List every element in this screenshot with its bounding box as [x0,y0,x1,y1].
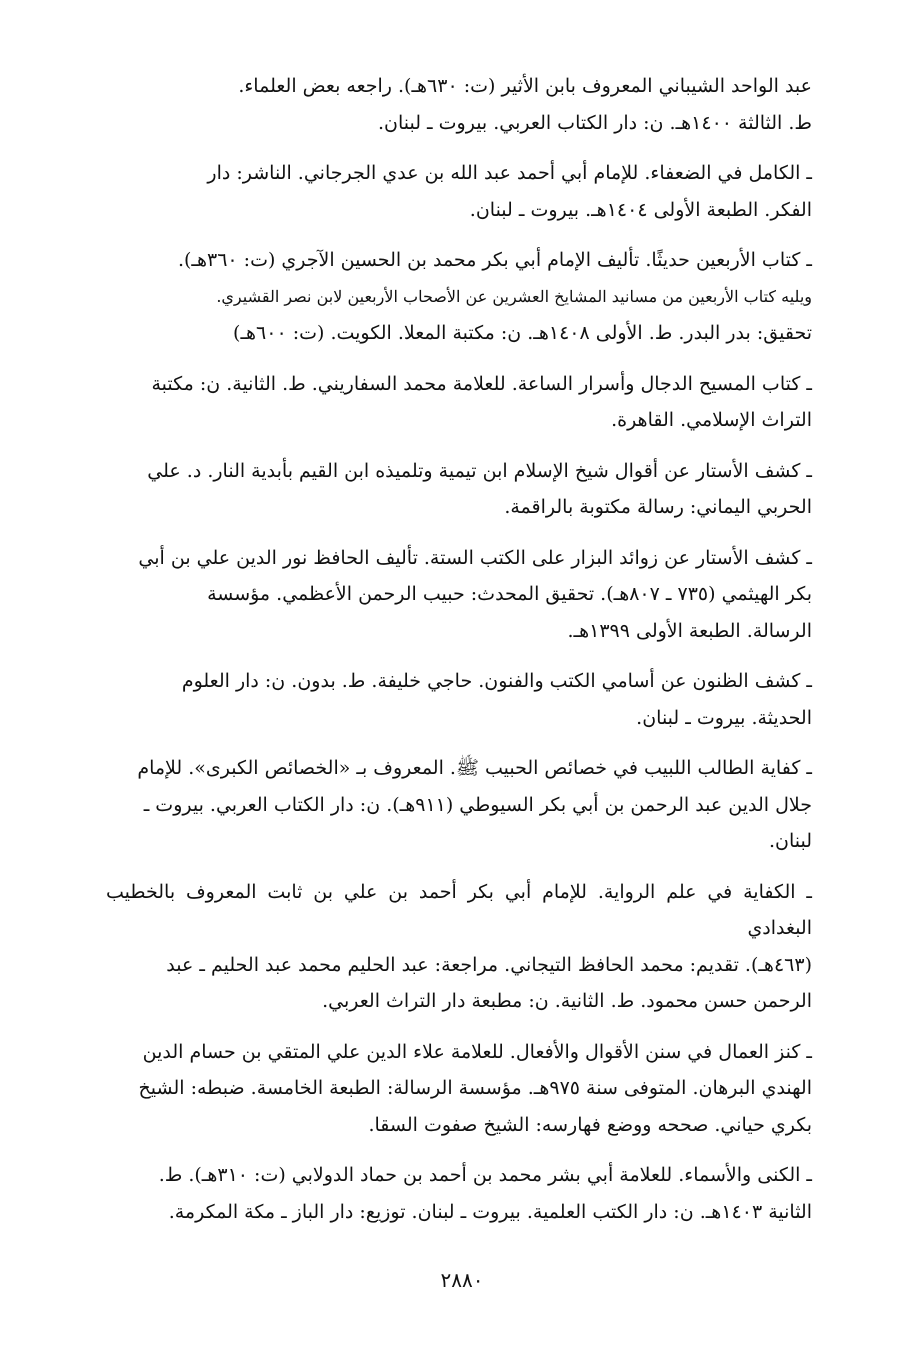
entry-line: ط. الثالثة ١٤٠٠هـ. ن: دار الكتاب العربي. بيروت ـ لبنان. [377,111,812,134]
entry-line: ـ كشف الأستار عن أقوال شيخ الإسلام ابن تيمية وتلميذه ابن القيم بأبدية النار. د. علي [147,459,812,482]
entry-line: الحربي اليماني: رسالة مكتوبة بالراقمة. [504,496,812,518]
entry-line: الحديثة. بيروت ـ لبنان. [636,706,812,729]
entry-line: ـ كنز العمال في سنن الأقوال والأفعال. للعلامة علاء الدين علي المتقي بن حسام الدين [142,1040,812,1063]
entry-line: تحقيق: بدر البدر. ط. الأولى ١٤٠٨هـ. ن: مكتبة المعلا. الكويت. (ت: ٦٠٠هـ) [233,322,812,344]
entry-line: ويليه كتاب الأربعين من مسانيد المشايخ العشرين عن الأصحاب الأربعين لابن نصر القشيري. [216,286,812,306]
entry-line: بكري حياني. صححه ووضع فهارسه: الشيخ صفوت السقا. [368,1113,812,1136]
entry-line: (٤٦٣هـ). تقديم: محمد الحافظ التيجاني. مراجعة: عبد الحليم محمد عبد الحليم ـ عبد [166,953,812,976]
entry-line: الرسالة. الطبعة الأولى ١٣٩٩هـ. [567,619,812,642]
entry-line: ـ كفاية الطالب اللبيب في خصائص الحبيب ﷺ. المعروف بـ «الخصائص الكبرى». للإمام [137,757,812,779]
bibliography-entry [106,663,812,736]
entry-line: لبنان. [768,830,812,852]
bibliography-entry [106,68,812,141]
entry-line: الهندي البرهان. المتوفى سنة ٩٧٥هـ. مؤسسة الرسالة: الطبعة الخامسة. ضبطه: الشيخ [138,1077,812,1099]
entry-line: بكر الهيثمي (٧٣٥ ـ ٨٠٧هـ). تحقيق المحدث: حبيب الرحمن الأعظمي. مؤسسة [207,583,812,605]
bibliography-entry [106,1034,812,1144]
entry-line: ـ الكامل في الضعفاء. للإمام أبي أحمد عبد الله بن عدي الجرجاني. الناشر: دار [207,162,812,184]
bibliography-entry [106,750,812,860]
bibliography-entry [106,453,812,526]
entry-line: ـ الكنى والأسماء. للعلامة أبي بشر محمد بن أحمد بن حماد الدولابي (ت: ٣١٠هـ). ط. [158,1164,812,1186]
entry-line: ـ كتاب الأربعين حديثًا. تأليف الإمام أبي بكر محمد بن الحسين الآجري (ت: ٣٦٠هـ). [177,249,812,271]
entry-line: الفكر. الطبعة الأولى ١٤٠٤هـ. بيروت ـ لبنان. [469,198,812,221]
entry-line: جلال الدين عبد الرحمن بن أبي بكر السيوطي (٩١١هـ). ن: دار الكتاب العربي. بيروت ـ [143,793,812,816]
bibliography-entry [106,155,812,228]
bibliography-entry [106,366,812,439]
entry-line: ـ كشف الظنون عن أسامي الكتب والفنون. حاجي خليفة. ط. بدون. ن: دار العلوم [181,670,812,692]
bibliography-entry [106,242,812,352]
bibliography-entry [106,874,812,1020]
bibliography-entry [106,540,812,650]
entry-line: الرحمن حسن محمود. ط. الثانية. ن: مطبعة دار التراث العربي. [322,990,812,1012]
entry-line: عبد الواحد الشيباني المعروف بابن الأثير (ت: ٦٣٠هـ). راجعه بعض العلماء. [238,75,812,97]
entry-line: الثانية ١٤٠٣هـ. ن: دار الكتب العلمية. بيروت ـ لبنان. توزيع: دار الباز ـ مكة المكرمة. [168,1200,812,1223]
entry-line: التراث الإسلامي. القاهرة. [611,409,812,431]
entry-line: ـ كشف الأستار عن زوائد البزار على الكتب الستة. تأليف الحافظ نور الدين علي بن أبي [138,546,812,569]
bibliography-entry [106,1157,812,1230]
entry-line: ـ الكفاية في علم الرواية. للإمام أبي بكر أحمد بن علي بن ثابت المعروف بالخطيب البغدادي [106,880,812,939]
entry-line: ـ كتاب المسيح الدجال وأسرار الساعة. للعلامة محمد السفاريني. ط. الثانية. ن: مكتبة [151,372,812,395]
page-number: ٢٨٨٠ [440,1268,484,1292]
